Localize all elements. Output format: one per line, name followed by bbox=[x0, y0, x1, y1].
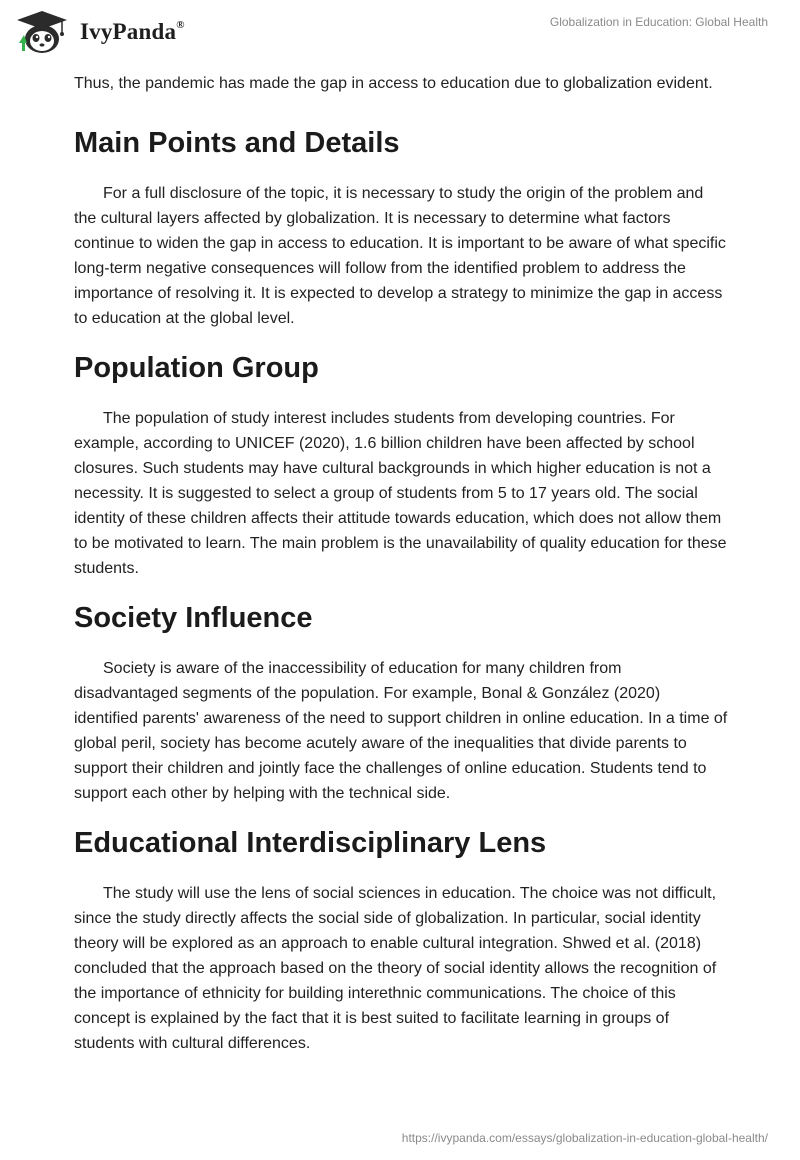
source-url-link[interactable]: https://ivypanda.com/essays/globalization-in-education-global-health/ bbox=[401, 1131, 768, 1145]
essay-content bbox=[74, 71, 728, 1056]
section-heading-population-group: Population Group bbox=[74, 352, 319, 384]
intro-paragraph: Thus, the pandemic has made the gap in access to education due to globalization evident. bbox=[74, 75, 713, 92]
section-paragraph-society-influence: Society is aware of the inaccessibility of education for many children from disadvantaged segments of the population. For example, Bonal & González (2020) identified parents' awareness of the need to support children in online education. In a time of global peril, society has become acutely aware of the inequalities that divide parents to support their children and jointly face the challenges of online education. Students tend to support each other by helping with the technical side. bbox=[74, 660, 728, 802]
section-heading-main-points: Main Points and Details bbox=[74, 127, 400, 159]
ivypanda-logo-icon[interactable] bbox=[14, 9, 70, 55]
page-header bbox=[0, 0, 800, 70]
section-paragraph-educational-lens: The study will use the lens of social sciences in education. The choice was not difficult, since the study directly affects the social side of globalization. In particular, social identity theory will be explored as an approach to enable cultural integration. Shwed et al. (2018) concluded that the approach based on the theory of social identity allows the recognition of the importance of ethnicity for building interethnic communications. The choice of this concept is explained by the fact that it is best suited to facilitate learning in groups of students with cultural differences. bbox=[74, 885, 717, 1052]
brand-text: IvyPanda bbox=[80, 19, 177, 44]
registered-mark: ® bbox=[176, 19, 185, 32]
section-paragraph-main-points: For a full disclosure of the topic, it is necessary to study the origin of the problem and the cultural layers affected by globalization. It is necessary to determine what factors continue to widen the gap in access to education. It is important to be aware of what specific long-term negative consequences will follow from the identified problem to address the importance of resolving it. It is expected to develop a strategy to minimize the gap in access to education at the global level. bbox=[74, 185, 726, 327]
brand-name[interactable] bbox=[80, 19, 185, 45]
section-paragraph-population-group: The population of study interest includes students from developing countries. For example, according to UNICEF (2020), 1.6 billion children have been affected by school closures. Such students may have cultural backgrounds in which higher education is not a necessity. It is suggested to select a group of students from 5 to 17 years old. The social identity of these children affects their attitude towards education, which does not allow them to be motivated to learn. The main problem is the unavailability of quality education for these students. bbox=[74, 410, 727, 577]
running-title: Globalization in Education: Global Health bbox=[549, 15, 768, 29]
section-heading-society-influence: Society Influence bbox=[74, 602, 313, 634]
section-heading-educational-lens: Educational Interdisciplinary Lens bbox=[74, 827, 547, 859]
